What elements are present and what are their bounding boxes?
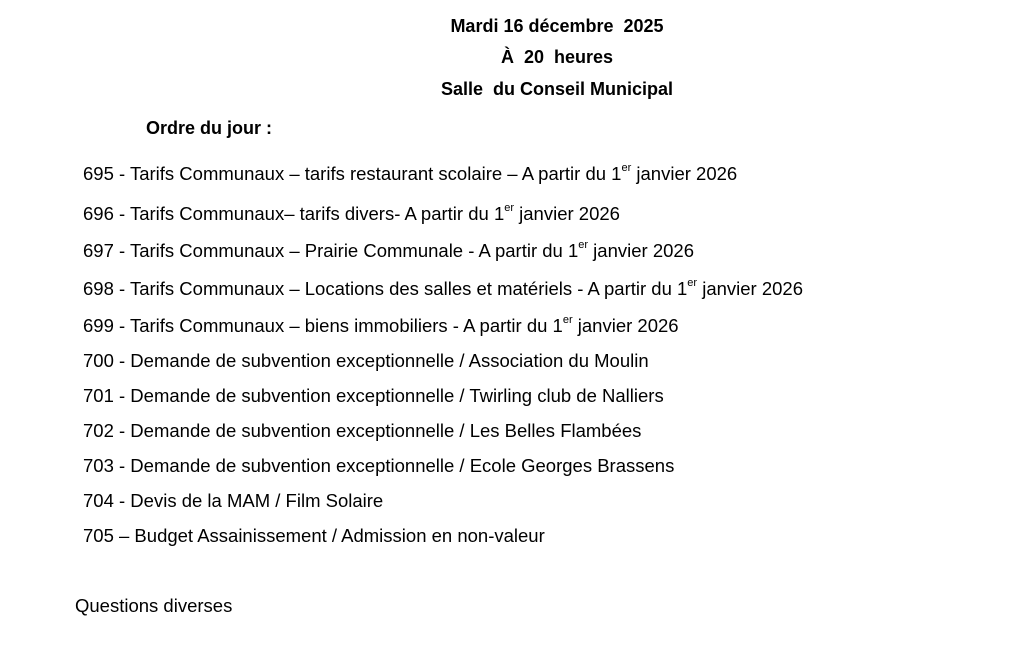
agenda-item — [83, 490, 383, 512]
meeting-time: À 20 heures — [500, 47, 614, 67]
agenda-item-superscript: er — [621, 161, 632, 174]
agenda-item-superscript: er — [687, 276, 698, 289]
agenda-item-text: 699 - Tarifs Communaux – biens immobiliers - A partir du 1 — [83, 315, 563, 336]
agenda-item-text-after: janvier 2026 — [572, 315, 679, 336]
meeting-place: Salle du Conseil Municipal — [440, 79, 674, 99]
agenda-item — [83, 240, 694, 262]
agenda-item — [83, 455, 674, 477]
agenda-item-text-after: janvier 2026 — [697, 278, 804, 299]
agenda-item — [83, 278, 803, 300]
agenda-item-text: 704 - Devis de la MAM / Film Solaire — [83, 490, 384, 511]
agenda-item-text: 700 - Demande de subvention exceptionnelle / Association du Moulin — [83, 350, 649, 371]
agenda-item-superscript: er — [562, 313, 573, 326]
agenda-item-text-after: janvier 2026 — [514, 203, 620, 224]
agenda-item-text: 701 - Demande de subvention exceptionnelle / Twirling club de Nalliers — [83, 385, 664, 406]
agenda-item-superscript: er — [504, 201, 515, 214]
agenda-item-text: 698 - Tarifs Communaux – Locations des salles et matériels - A partir du 1 — [83, 278, 688, 299]
agenda-item — [83, 203, 620, 225]
agenda-item — [83, 525, 545, 547]
agenda-item — [83, 315, 679, 337]
agenda-heading: Ordre du jour : — [146, 118, 272, 138]
agenda-item-superscript: er — [578, 238, 589, 251]
meeting-date: Mardi 16 décembre 2025 — [450, 16, 664, 36]
agenda-item — [83, 385, 664, 407]
agenda-item-text-after: janvier 2026 — [631, 163, 738, 184]
agenda-item-text: 695 - Tarifs Communaux – tarifs restaurant scolaire – A partir du 1 — [83, 163, 622, 184]
agenda-item-text: 703 - Demande de subvention exceptionnelle / Ecole Georges Brassens — [83, 455, 675, 476]
agenda-item-text-after: janvier 2026 — [588, 240, 694, 261]
questions-diverses: Questions diverses — [75, 595, 233, 616]
agenda-item-text: 696 - Tarifs Communaux– tarifs divers- A partir du 1 — [83, 203, 505, 224]
agenda-item — [83, 350, 649, 372]
agenda-item-text: 705 – Budget Assainissement / Admission en non-valeur — [83, 525, 545, 546]
agenda-item-text: 697 - Tarifs Communaux – Prairie Communale - A partir du 1 — [83, 240, 579, 261]
agenda-item — [83, 420, 641, 442]
agenda-item-text: 702 - Demande de subvention exceptionnelle / Les Belles Flambées — [83, 420, 642, 441]
agenda-item — [83, 163, 737, 185]
